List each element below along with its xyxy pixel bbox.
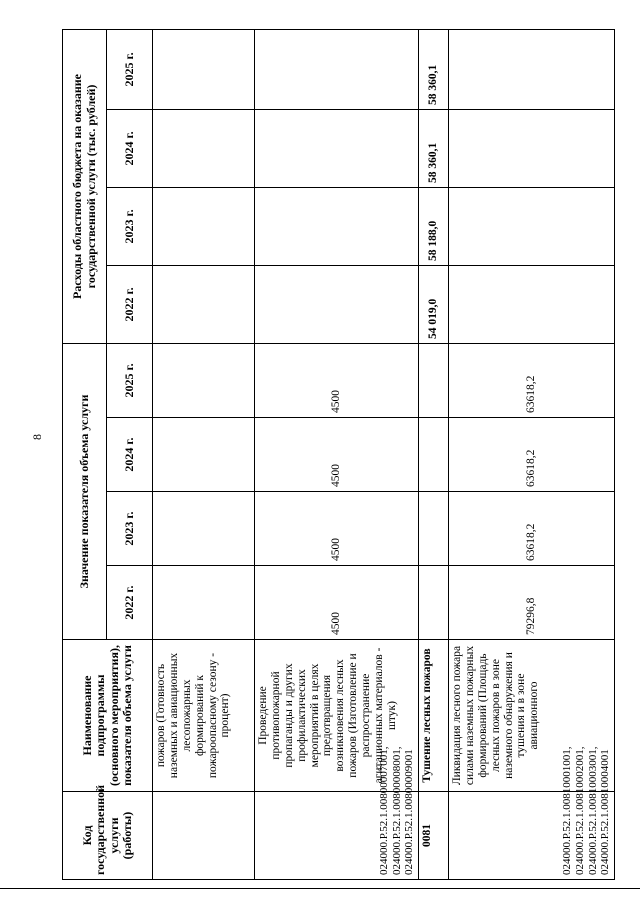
expense-cell — [449, 187, 615, 265]
volume-cell — [153, 492, 255, 566]
expense-cell — [153, 265, 255, 343]
expense-cell — [153, 29, 255, 109]
services-table — [62, 29, 615, 880]
volume-cell — [153, 566, 255, 640]
volume-cell — [419, 343, 449, 417]
expense-cell — [255, 187, 419, 265]
volume-cell — [153, 343, 255, 417]
volume-cell: 63618,2 — [449, 343, 615, 417]
row-name: Тушение лесных пожаров — [419, 640, 449, 792]
row-name: Проведение противопожарной пропаганды и других профилактических мероприятий в целях предотвращения возникновения лесных пожаров (Изготовление и распространение агитационных материалов - штук) — [255, 640, 419, 792]
page-bottom-rule — [0, 888, 640, 889]
volume-cell — [153, 418, 255, 492]
table-row — [449, 29, 615, 879]
header-volume-year: 2023 г. — [107, 492, 153, 566]
expense-cell — [255, 109, 419, 187]
row-name: Ликвидация лесного пожара силами наземных пожарных формирований (Площадь лесных пожаров в зоне наземного обнаружения и тушения и в зоне авиационного — [449, 640, 615, 792]
expense-cell — [153, 109, 255, 187]
expense-cell — [449, 265, 615, 343]
volume-cell: 63618,2 — [449, 418, 615, 492]
table-row — [419, 29, 449, 879]
expense-cell: 58 188,0 — [419, 187, 449, 265]
row-code — [153, 792, 255, 880]
rotated-table-container — [62, 30, 622, 880]
volume-cell: 4500 — [255, 343, 419, 417]
volume-cell: 4500 — [255, 418, 419, 492]
volume-cell: 63618,2 — [449, 492, 615, 566]
row-code: 0081 — [419, 792, 449, 880]
header-volume-group: Значение показателя объема услуги — [63, 343, 107, 639]
expense-cell — [449, 109, 615, 187]
volume-cell — [419, 492, 449, 566]
table-row — [255, 29, 419, 879]
row-name: пожаров (Готовность наземных и авиационных лесопожарных формирований к пожароопасному сезону - процент) — [153, 640, 255, 792]
volume-cell — [419, 566, 449, 640]
expense-cell: 58 360,1 — [419, 29, 449, 109]
expense-cell — [153, 187, 255, 265]
expense-cell — [255, 29, 419, 109]
header-code: Код государственной услуги (работы) — [63, 792, 153, 880]
header-volume-year: 2025 г. — [107, 343, 153, 417]
header-expense-year: 2024 г. — [107, 109, 153, 187]
expense-cell: 54 019,0 — [419, 265, 449, 343]
expense-cell — [255, 265, 419, 343]
volume-cell: 4500 — [255, 492, 419, 566]
row-code: 024000.Р.52.1.00810001001, 024000.Р.52.1.00810002001, 024000.Р.52.1.00810003001, 024000.Р.52.1.00810004001 — [449, 792, 615, 880]
expense-cell — [449, 29, 615, 109]
volume-cell: 79296,8 — [449, 566, 615, 640]
volume-cell — [419, 418, 449, 492]
table-row — [153, 29, 255, 879]
header-expense-year: 2025 г. — [107, 29, 153, 109]
header-name: Наименование подпрограммы (основного мероприятия), показателя объема услуги — [63, 640, 153, 792]
header-volume-year: 2022 г. — [107, 566, 153, 640]
header-volume-year: 2024 г. — [107, 418, 153, 492]
volume-cell: 4500 — [255, 566, 419, 640]
expense-cell: 58 360,1 — [419, 109, 449, 187]
header-expense-year: 2022 г. — [107, 265, 153, 343]
header-expense-year: 2023 г. — [107, 187, 153, 265]
row-code: 024000.Р.52.1.00800007001, 024000.Р.52.1.00800008001, 024000.Р.52.1.00800009001 — [255, 792, 419, 880]
header-expense-group: Расходы областного бюджета на оказание государственной услуги (тыс. рублей) — [63, 29, 107, 343]
page-number: 8 — [30, 434, 44, 440]
